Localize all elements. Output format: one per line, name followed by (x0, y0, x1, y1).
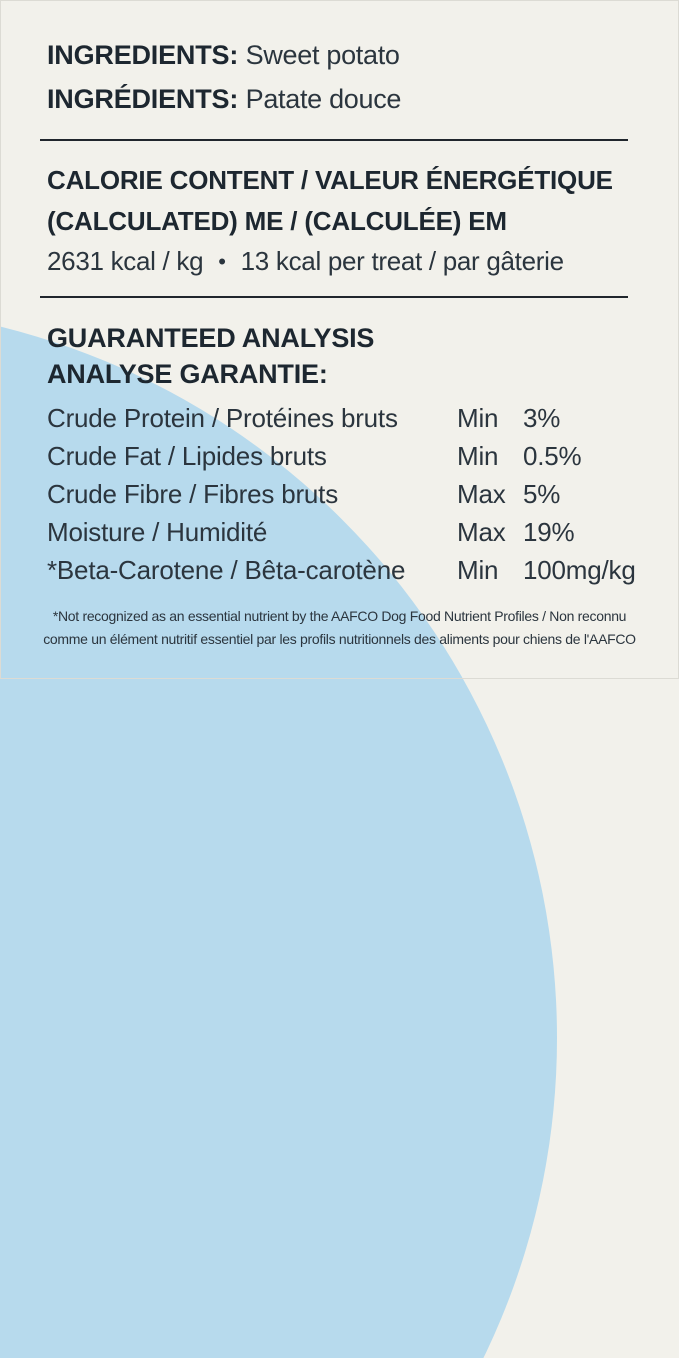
analysis-table (47, 399, 659, 589)
ingredients-section (47, 33, 659, 121)
nutrient-qualifier: Min (457, 402, 499, 433)
ingredients-value-fr: Patate douce (245, 84, 402, 114)
footnote-line1: *Not recognized as an essential nutrient by the AAFCO Dog Food Nutrient Profiles / Non reconnu (52, 608, 627, 624)
footnote-line2: comme un élément nutritif essentiel par les profils nutritionnels des aliments pour chiens de l'AAFCO (43, 631, 636, 647)
calorie-content-section (47, 160, 659, 281)
ingredients-label-en: INGREDIENTS: (47, 40, 239, 70)
calorie-per-kg: 2631 kcal / kg (47, 246, 204, 276)
guaranteed-analysis-section (47, 320, 659, 589)
nutrient-value: 19% (523, 516, 575, 547)
aafco-footnote (0, 605, 679, 651)
analysis-heading-line1: GUARANTEED ANALYSIS (47, 323, 375, 353)
calorie-heading-line1: CALORIE CONTENT / VALEUR ÉNERGÉTIQUE (47, 165, 613, 195)
nutrient-value: 0.5% (523, 440, 582, 471)
nutrient-name: Moisture / Humidité (47, 516, 268, 547)
table-row (47, 399, 659, 437)
calorie-per-treat: 13 kcal per treat / par gâterie (240, 246, 564, 276)
nutrient-qualifier: Min (457, 554, 499, 585)
ingredients-line-fr (47, 77, 659, 121)
nutrient-name: Crude Protein / Protéines bruts (47, 402, 398, 433)
ingredients-value-en: Sweet potato (245, 40, 400, 70)
nutrient-value: 5% (523, 478, 561, 509)
nutrient-value: 100mg/kg (523, 554, 636, 585)
calorie-values-line (47, 242, 659, 281)
nutrient-name: *Beta-Carotene / Bêta-carotène (47, 554, 406, 585)
nutrient-qualifier: Max (457, 478, 506, 509)
ingredients-label-fr: INGRÉDIENTS: (47, 84, 239, 114)
calorie-heading-line2: (CALCULATED) ME / (CALCULÉE) EM (47, 206, 507, 236)
ingredients-line-en (47, 33, 659, 77)
nutrient-name: Crude Fat / Lipides bruts (47, 440, 327, 471)
bullet-separator: • (218, 249, 226, 274)
nutrient-value: 3% (523, 402, 561, 433)
section-divider (40, 139, 628, 141)
nutrient-qualifier: Min (457, 440, 499, 471)
table-row (47, 551, 659, 589)
table-row (47, 513, 659, 551)
analysis-heading-line2: ANALYSE GARANTIE: (47, 359, 328, 389)
table-row (47, 437, 659, 475)
nutrient-name: Crude Fibre / Fibres bruts (47, 478, 339, 509)
table-row (47, 475, 659, 513)
analysis-heading (47, 320, 659, 392)
section-divider (40, 296, 628, 298)
nutrient-qualifier: Max (457, 516, 506, 547)
